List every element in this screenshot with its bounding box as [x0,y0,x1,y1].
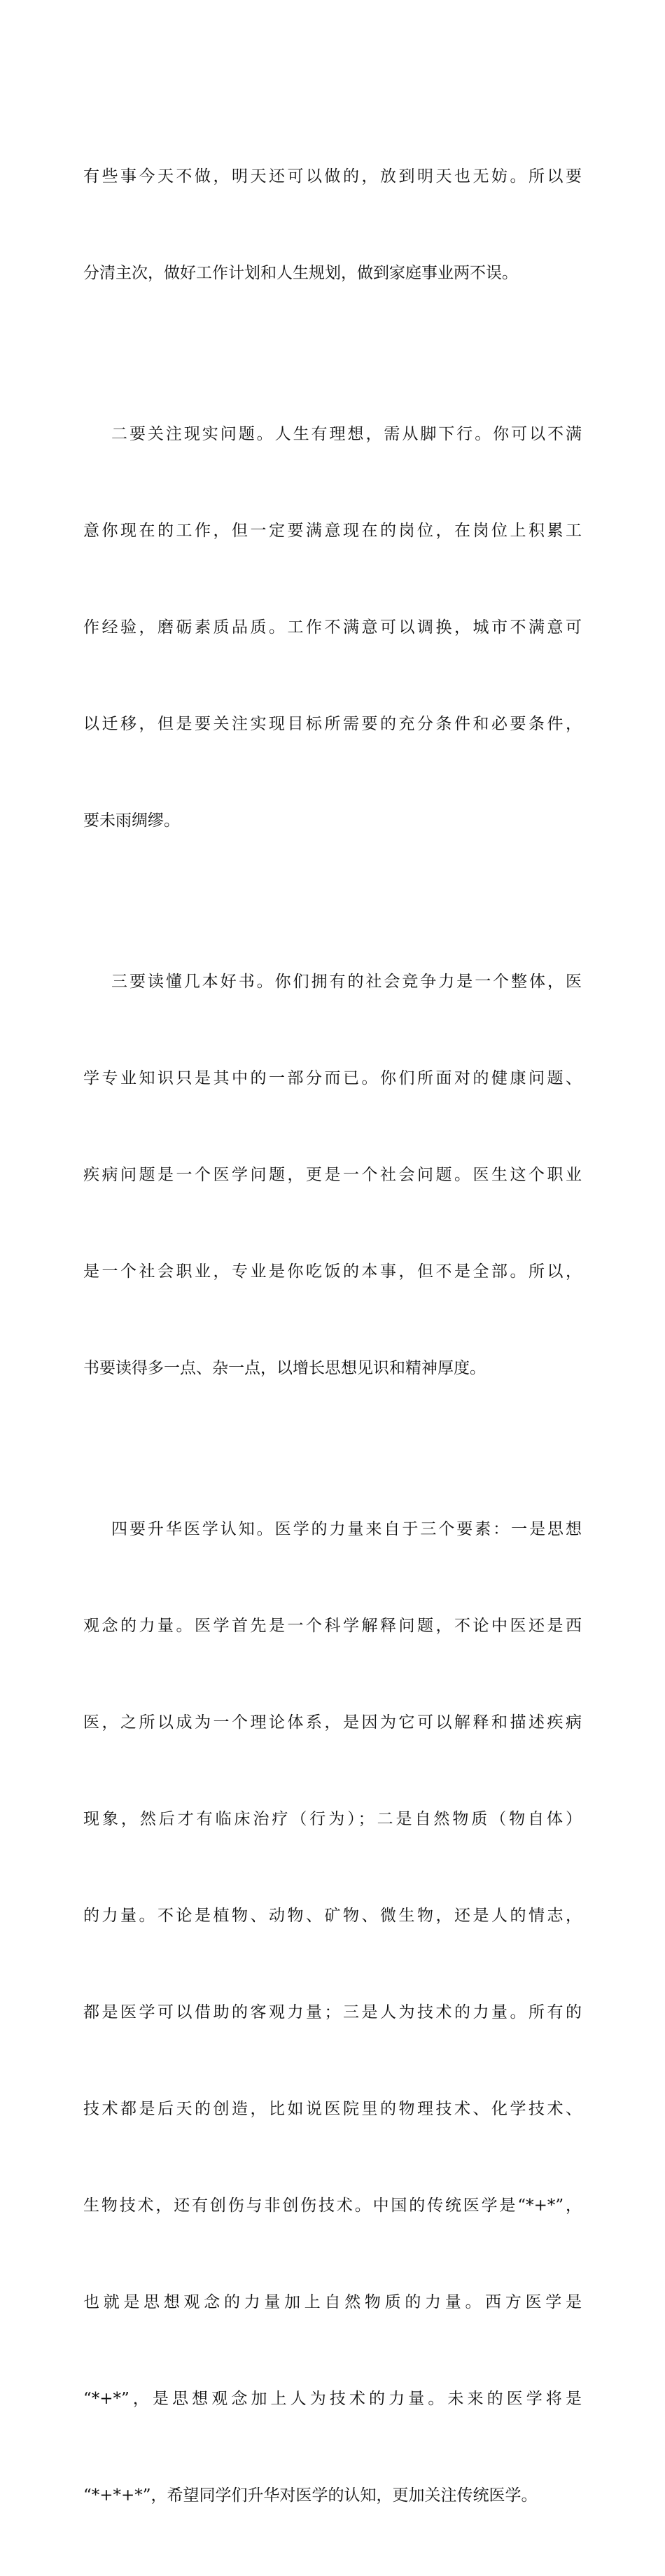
paragraph-four [83,1449,582,2576]
text-line: 三要读懂几本好书。你们拥有的社会竞争力是一个整体，医 [111,973,582,991]
text-line: 也就是思想观念的力量加上自然物质的力量。西方医学是 [83,2293,582,2311]
text-line: 二要关注现实问题。人生有理想，需从脚下行。你可以不满 [111,425,582,443]
text-line: “*+*+*”，希望同学们升华对医学的认知，更加关注传统医学。 [83,2486,538,2505]
text-line: 现象，然后才有临床治疗（行为）；二是自然物质（物自体） [83,1810,582,1828]
text-line: 生物技术，还有创伤与非创伤技术。中国的传统医学是“*+*”， [83,2196,582,2215]
text-line: 医，之所以成为一个理论体系，是因为它可以解释和描述疾病 [83,1713,582,1732]
text-line: 意你现在的工作，但一定要满意现在的岗位，在岗位上积累工 [83,522,582,540]
text-line: 分清主次，做好工作计划和人生规划，做到家庭事业两不误。 [83,264,518,282]
text-line: 是一个社会职业，专业是你吃饭的本事，但不是全部。所以， [83,1262,582,1281]
body-text [83,96,582,2576]
text-line: 四要升华医学认知。医学的力量来自于三个要素：一是思想 [111,1520,582,1538]
text-line: 要未雨绸缪。 [83,812,180,830]
paragraph-two [83,354,582,901]
text-line: 学专业知识只是其中的一部分而已。你们所面对的健康问题、 [83,1069,582,1087]
text-line: 有些事今天不做，明天还可以做的，放到明天也无妨。所以要 [83,167,582,186]
text-line: 技术都是后天的创造，比如说医院里的物理技术、化学技术、 [83,2100,582,2118]
text-line: 书要读得多一点、杂一点，以增长思想见识和精神厚度。 [83,1359,486,1377]
paragraph-three [83,901,582,1449]
text-line: 以迁移，但是要关注实现目标所需要的充分条件和必要条件， [83,715,582,733]
text-line: 的力量。不论是植物、动物、矿物、微生物，还是人的情志， [83,1907,582,1925]
text-line: 疾病问题是一个医学问题，更是一个社会问题。医生这个职业 [83,1166,582,1184]
paragraph-continuation [83,96,582,354]
text-line: “*+*”，是思想观念加上人为技术的力量。未来的医学将是 [83,2390,582,2408]
text-line: 都是医学可以借助的客观力量；三是人为技术的力量。所有的 [83,2003,582,2021]
text-line: 作经验，磨砺素质品质。工作不满意可以调换，城市不满意可 [83,618,582,636]
text-line: 观念的力量。医学首先是一个科学解释问题，不论中医还是西 [83,1617,582,1635]
